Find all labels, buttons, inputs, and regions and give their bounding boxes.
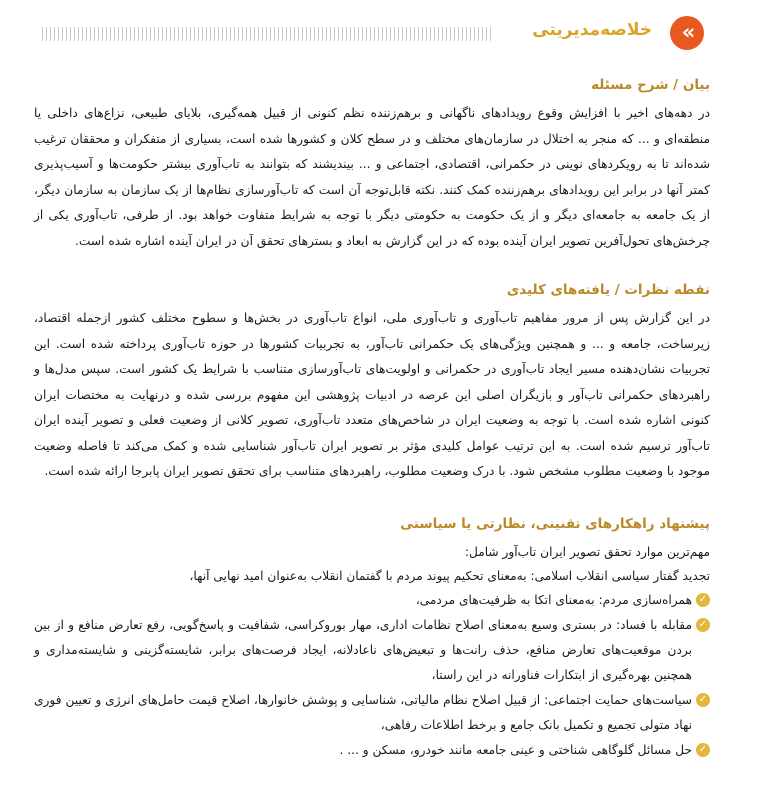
list-item bbox=[34, 613, 710, 688]
list-item-text: همراه‌سازی مردم: به‌معنای اتکا به ظرفیت‌های مردمی، bbox=[415, 592, 692, 607]
list-item-text: مقابله با فساد: در بستری وسیع به‌معنای اصلاح نظامات اداری، مهار بوروکراسی، شفافیت و پاسخ‌گویی، رفع تعارض منافع و از بین بردن موقعیت‌های تعارض منافع، حذف رانت‌ها و تبعیض‌های ناعادلانه، ایجاد فرصت‌های برابر، شایسته‌گزینی و شایسته‌مداری و همچنین بهره‌گیری از ابتکارات فناورانه در این راستا، bbox=[34, 617, 692, 682]
section-title-problem: بیان / شرح مسئله bbox=[591, 77, 710, 93]
document-body bbox=[34, 72, 710, 763]
section-title-recommendations: پیشنهاد راهکارهای تقنینی، نظارتی یا سیاستی bbox=[400, 515, 710, 532]
section-findings bbox=[34, 277, 710, 485]
recommendations-intro-item: تجدید گفتار سیاسی انقلاب اسلامی: به‌معنای تحکیم پیوند مردم با گفتمان انقلاب به‌عنوان امید نهایی آنها، bbox=[189, 568, 710, 583]
list-item bbox=[34, 738, 710, 763]
section-recommendations bbox=[34, 511, 710, 763]
section-text-findings: در این گزارش پس از مرور مفاهیم تاب‌آوری و تاب‌آوری ملی، انواع تاب‌آوری در بخش‌ها و سطوح مختلف کشور ازجمله اقتصاد، زیرساخت، جامعه و ... و همچنین ویژگی‌های یک حکمرانی تاب‌آور، به تجربیات کشورها در حوزه تاب‌آوری پرداخته شده است. این تجربیات نشان‌دهنده مسیر ایجاد تاب‌آوری در حکمرانی و اولویت‌های تاب‌آورسازی متناسب با شرایط یک کشور است. سپس مدل‌ها و راهبردهای حکمرانی تاب‌آور و بازیگران اصلی این عرصه در ادبیات پژوهشی این مفهوم بررسی شده و درنهایت به مختصات ایران کنونی اشاره شده است. با توجه به وضعیت ایران در شاخص‌های متعدد تاب‌آوری، تصویر کلانی از وضعیت فعلی و تصویر آینده ایران تاب‌آور ترسیم شده است. به این ترتیب عوامل کلیدی مؤثر بر تصویر ایران تاب‌آور شناسایی شده و کمک می‌کند تا فاصله وضعیت موجود با وضعیت مطلوب مشخص شود. با درک وضعیت مطلوب، راهبردهای متناسب برای تحقق تصویر ایران پابرجا ارائه شده است. bbox=[34, 311, 710, 478]
list-item-text: حل مسائل گلوگاهی شناختی و عینی جامعه مانند خودرو، مسکن و ... . bbox=[339, 742, 692, 757]
section-text-problem: در دهه‌های اخیر با افزایش وقوع رویدادهای ناگهانی و برهم‌زننده نظم کنونی از قبیل همه‌گیری، بلایای طبیعی، نزاع‌های داخلی یا منطقه‌ای و ... که منجر به اختلال در سازمان‌های مختلف و در سطح کلان و کشورها شده است، بسیاری از متفکران و محققان ترغیب شده‌اند تا به رویکردهای نوینی در حکمرانی، اقتصادی، اجتماعی و ... بیندیشند که بتوانند به تاب‌آوری بیشتر حکومت‌ها و آسیب‌پذیری کمتر آنها در برابر این رویدادهای برهم‌زننده کمک کنند. نکته قابل‌توجه آن است که تاب‌آورسازی نظام‌ها از یک سازمان به سازمان دیگر، از یک جامعه به جامعه‌ای دیگر و از یک حکومت به حکومتی دیگر با توجه به شرایط متفاوت خواهد بود. از طرفی، تاب‌آوری یکی از چرخش‌های تحول‌آفرین تصویر ایران آینده بوده که در این گزارش به ابعاد و بسترهای تحقق آن در ایران آینده اشاره شده است. bbox=[34, 106, 710, 248]
section-problem bbox=[34, 72, 710, 254]
recommendations-list bbox=[34, 588, 710, 763]
list-item bbox=[34, 688, 710, 738]
page-header bbox=[34, 14, 710, 54]
check-circle-icon: ✓ bbox=[696, 593, 710, 607]
double-chevron-left-icon: « bbox=[670, 16, 704, 50]
check-circle-icon: ✓ bbox=[696, 693, 710, 707]
check-circle-icon: ✓ bbox=[696, 618, 710, 632]
page-title: خلاصه‌مدیریتی bbox=[532, 20, 652, 40]
header-dotted-rule bbox=[42, 27, 492, 41]
recommendations-intro: مهم‌ترین موارد تحقق تصویر ایران تاب‌آور شامل: bbox=[464, 544, 710, 559]
list-item-text: سیاست‌های حمایت اجتماعی: از قبیل اصلاح نظام مالیاتی، شناسایی و پوشش خانوارها، اصلاح قیمت حامل‌های انرژی و تعیین فوری نهاد متولی تجمیع و تکمیل بانک جامع و برخط اطلاعات رفاهی، bbox=[34, 692, 692, 732]
check-circle-icon: ✓ bbox=[696, 743, 710, 757]
section-title-findings: نقطه نظرات / یافته‌های کلیدی bbox=[506, 282, 710, 298]
list-item bbox=[34, 588, 710, 613]
